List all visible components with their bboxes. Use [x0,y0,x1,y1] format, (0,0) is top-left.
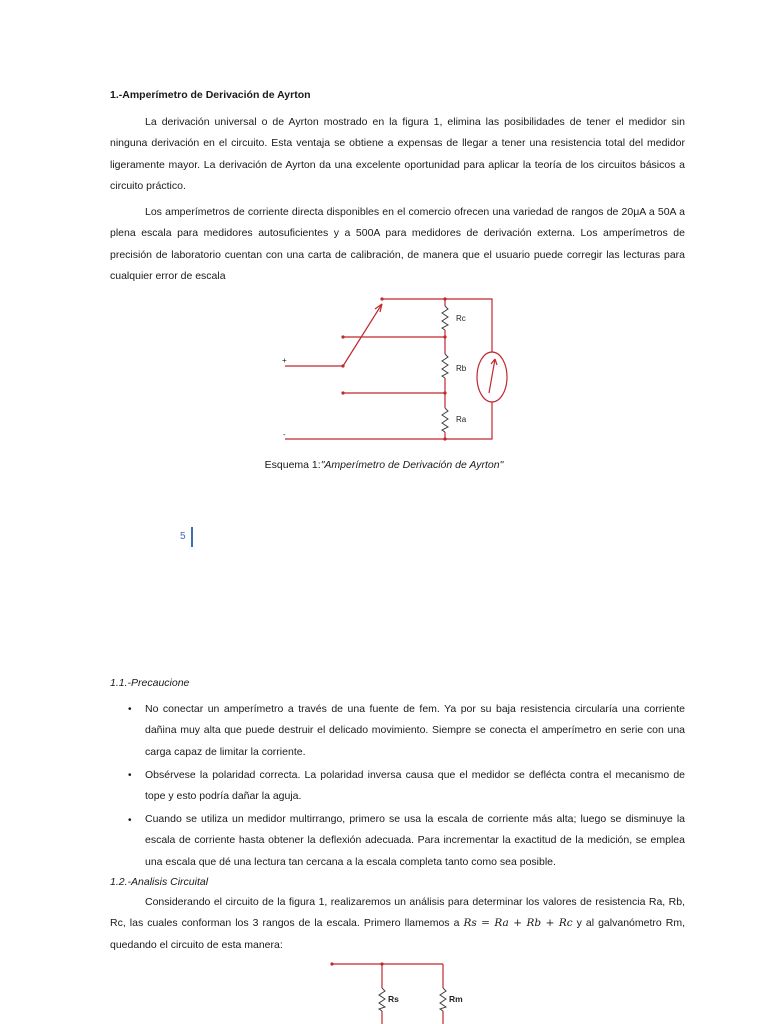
section-title: 1.2.-Analisis Circuital [110,876,209,888]
top-wire [382,299,492,354]
label-ra: Ra [456,415,467,424]
label-minus: - [283,430,286,439]
switch-arrowhead [375,304,382,312]
bullet-marker: • [128,704,132,715]
paragraph: Los amperímetros de corriente directa disponibles en el comercio ofrecen una variedad de rangos de 20μA a 50A a plena escala para medidores autosuficientes y a 500A para medidores de derivación externa. Los amperímetros de precisión de laboratorio cuentan con una carta de calibración, de manera que el usuario puede corregir las lecturas para cualquier error de escala [110,206,685,282]
label-rm: Rm [449,994,463,1004]
label-rs: Rs [388,994,399,1004]
page-number-rule [191,527,193,547]
page-number: 5 [180,531,186,542]
resistor-rm [440,988,446,1011]
formula: Rs = Ra + Rb + Rc [463,917,573,930]
ayrton-shunt-diagram [270,290,530,450]
bullet-marker: • [128,815,132,826]
section-title: 1.-Amperímetro de Derivación de Ayrton [110,89,311,101]
simplified-circuit-diagram [325,955,475,1024]
resistor-rb [442,354,448,378]
caption-prefix: Esquema 1: [264,459,321,471]
list-item: Obsérvese la polaridad correcta. La polaridad inversa causa que el medidor se deflécta contra el mecanismo de tope y esto podría dañar la aguja. [145,769,685,803]
selector-switch [343,304,382,366]
caption-title: "Amperímetro de Derivación de Ayrton" [320,459,504,471]
paragraph-text: y al galvanómetro Rm, quedando el circuito de esta manera: [110,917,685,951]
resistor-ra [442,408,448,432]
paragraph-text: Considerando el circuito de la figura 1, realizaremos un análisis para determinar los valores de resistencia Ra, Rb, Rc, las cuales conforman los 3 rangos de la escala. Primero llamemos a [110,896,685,930]
paragraph: La derivación universal o de Ayrton mostrado en la figura 1, elimina las posibilidades de tener el medidor sin ninguna derivación en el circuito. Esta ventaja se obtiene a expensas de llegar a tener una resistencia total del medidor ligeramente mayor. La derivación de Ayrton da una excelente oportunidad para aplicar la teoría de los circuitos básicos a circuito práctico. [110,116,685,192]
galvanometer-icon [477,352,507,402]
paragraph [110,892,685,956]
resistor-rs [379,988,385,1011]
list-item: No conectar un amperímetro a través de una fuente de fem. Ya por su baja resistencia circularía una corriente dañina muy alta que puede destruir el delicado movimiento. Siempre se conecta el amperímetro en serie con una carga capaz de limitar la corriente. [145,703,685,758]
label-rb: Rb [456,364,467,373]
figure-caption [0,459,768,471]
resistor-rc [442,306,448,330]
bullet-marker: • [128,770,132,781]
section-title: 1.1.-Precaucione [110,677,190,689]
label-plus: + [282,356,287,365]
label-rc: Rc [456,314,466,323]
list-item: Cuando se utiliza un medidor multirrango, primero se usa la escala de corriente más alta; luego se disminuye la escala de corriente hasta obtener la deflexión adecuada. Para incrementar la exactitud de la medición, se emplea una escala que dé una lectura tan cercana a la escala completa tanto como sea posible. [145,813,685,868]
